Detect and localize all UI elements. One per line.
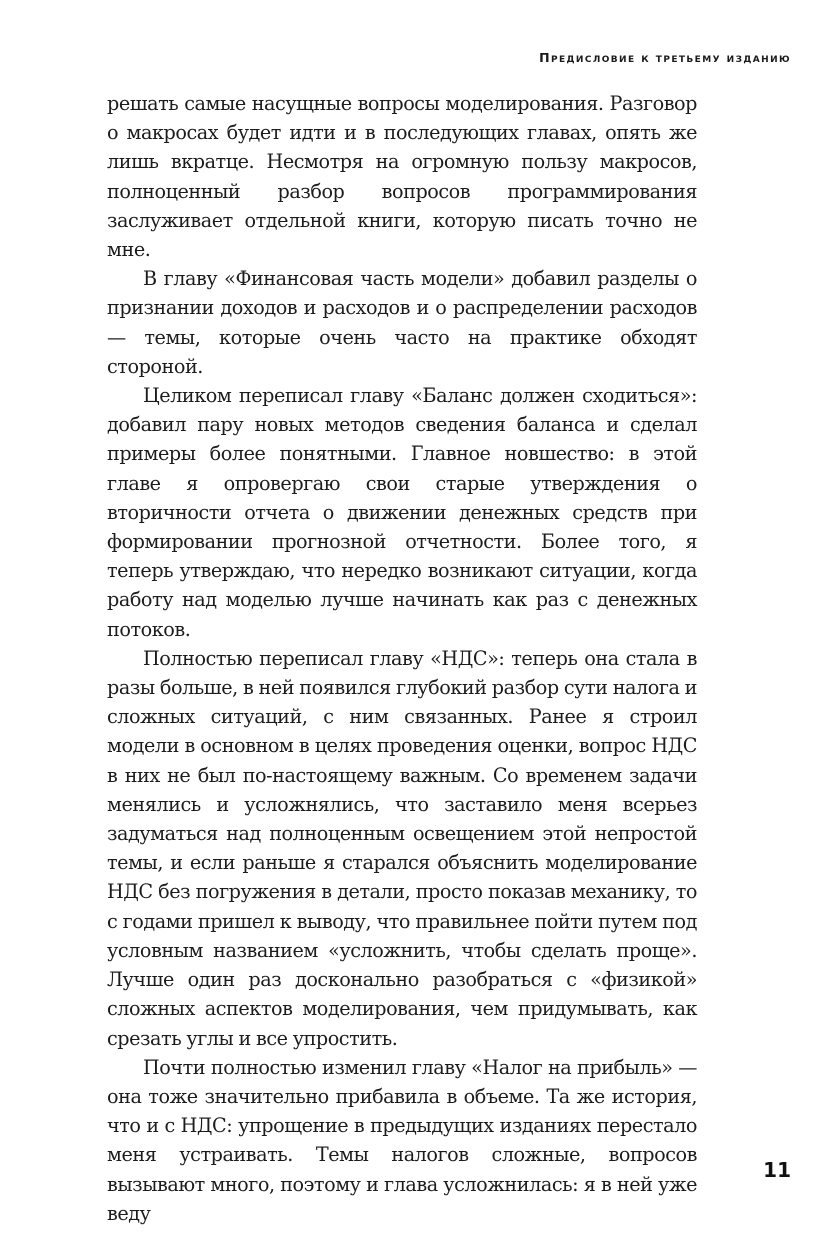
paragraph: Почти полностью изменил главу «Налог на прибыль» — она тоже значительно прибавила в объеме. Та же история, что и с НДС: упрощение в предыдущих изданиях перестало меня устраивать. Темы налогов сложные, вопросов вызывают много, поэтому и глава усложнилась: я в ней уже веду [107, 1055, 697, 1225]
paragraph: В главу «Финансовая часть модели» добавил разделы о признании доходов и расходов и о распределении расходов — темы, которые очень часто на практике обходят стороной. [107, 267, 697, 378]
running-head: Предисловие к третьему изданию [539, 50, 791, 65]
body-text [107, 89, 697, 1228]
paragraph: Целиком переписал главу «Баланс должен сходиться»: добавил пару новых методов сведения баланса и сделал примеры более понятными. Главное новшество: в этой главе я опровергаю свои старые утверждения о вторичности отчета о движении денежных средств при формировании прогнозной отчетности. Более того, я теперь утверждаю, что нередко возникают ситуации, когда работу над моделью лучше начинать как раз с денежных потоков. [107, 384, 697, 641]
page-number: 11 [763, 1158, 791, 1182]
paragraph-continued: решать самые насущные вопросы моделирования. Разговор о макросах будет идти и в последующих главах, опять же лишь вкратце. Несмотря на огромную пользу макросов, полноценный разбор вопросов программирования заслуживает отдельной книги, которую писать точно не мне. [107, 92, 697, 262]
paragraph: Полностью переписал главу «НДС»: теперь она стала в разы больше, в ней появился глубокий разбор сути налога и сложных ситуаций, с ним связанных. Ранее я строил модели в основном в целях проведения оценки, вопрос НДС в них не был по-настоящему важным. Со временем задачи менялись и усложнялись, что заставило меня всерьез задуматься над полноценным освещением этой непростой темы, и если раньше я старался объяснить моделирование НДС без погружения в детали, просто показав механику, то с годами пришел к выводу, что правильнее пойти путем под условным названием «усложнить, чтобы сделать проще». Лучше один раз досконально разобраться с «физикой» сложных аспектов моделирования, чем придумывать, как срезать углы и все упростить. [107, 646, 697, 1050]
